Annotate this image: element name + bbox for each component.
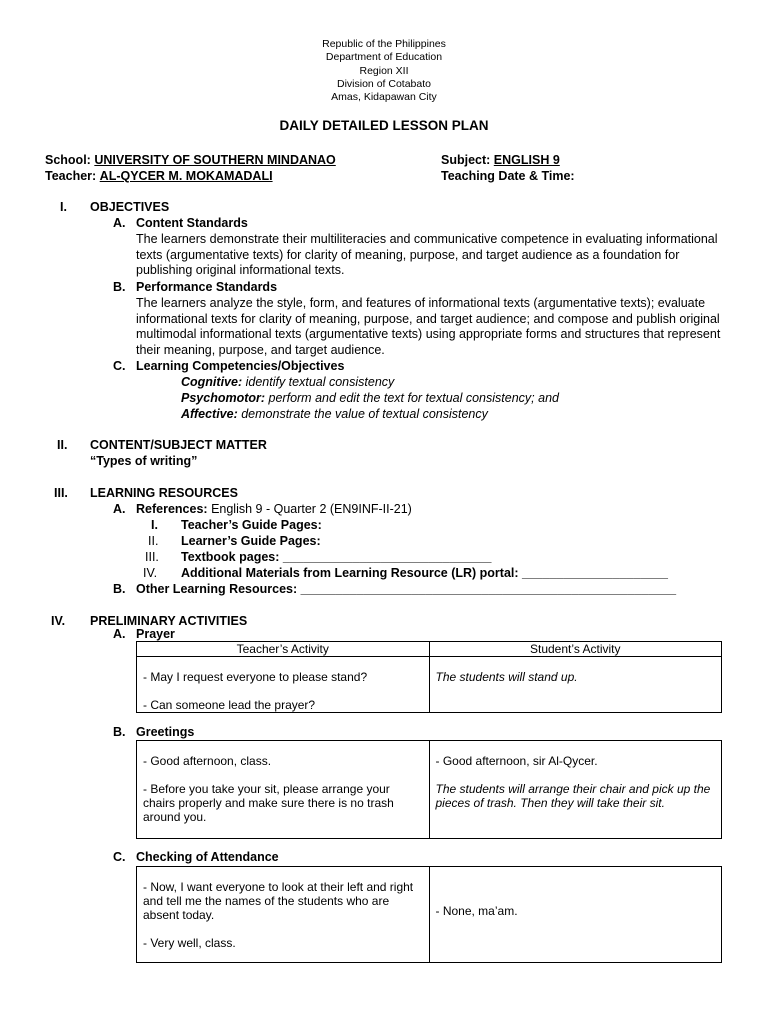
greetings-teacher-cell xyxy=(137,741,430,839)
greetings-table xyxy=(136,740,722,839)
psychomotor-text: perform and edit the text for textual consistency; and xyxy=(268,391,559,405)
teaching-date-label: Teaching Date & Time: xyxy=(441,169,575,183)
other-resources-label: Other Learning Resources: ______________________________________________________ xyxy=(136,582,677,596)
section-num-preliminary: IV. xyxy=(51,614,66,628)
psychomotor-label: Psychomotor: xyxy=(181,391,266,405)
header-line-city: Amas, Kidapawan City xyxy=(331,91,437,103)
attendance-student-line-1: - None, ma’am. xyxy=(435,903,518,918)
content-standards-text: The learners demonstrate their multiliteracies and communicative competence in evaluating informational texts (argumentative texts) for clarity of meaning, purpose, and target audience as a foundation for publishing original informational texts. xyxy=(136,232,718,278)
attendance-student-cell xyxy=(429,867,722,963)
school-row xyxy=(45,153,336,167)
section-num-objectives: I. xyxy=(60,200,67,214)
resource-3-num: III. xyxy=(145,550,159,564)
attendance-table xyxy=(136,866,722,963)
header-line-region: Region XII xyxy=(359,65,409,77)
prayer-letter: A. xyxy=(113,627,126,641)
additional-materials-label: Additional Materials from Learning Resource (LR) portal: _____________________ xyxy=(181,566,668,580)
header-line-department: Department of Education xyxy=(325,51,443,63)
prayer-teacher-cell xyxy=(137,657,430,713)
teacher-value: AL-QYCER M. MOKAMADALI xyxy=(99,169,273,183)
resources-b-letter: B. xyxy=(113,582,126,596)
prayer-heading: Prayer xyxy=(136,627,175,641)
greetings-teacher-line-1: - Good afternoon, class. xyxy=(143,754,272,768)
student-activity-header: Student’s Activity xyxy=(429,642,722,657)
performance-standards-heading: Performance Standards xyxy=(136,280,278,294)
performance-standards-text: The learners analyze the style, form, and features of informational texts (argumentative texts); evaluate informational texts for clarity of meaning, purpose, and target audience; and compose and publish original multimodal informational texts (argumentative texts) using appropriate forms and structures that represent their meaning, purpose, and target audience. xyxy=(136,296,721,358)
greetings-student-line-1: - Good afternoon, sir Al-Qycer. xyxy=(435,754,598,768)
prayer-table xyxy=(136,641,722,713)
greetings-letter: B. xyxy=(113,725,126,739)
prayer-teacher-line-2: - Can someone lead the prayer? xyxy=(143,698,316,712)
subject-label: Subject: xyxy=(441,153,491,167)
school-label: School: xyxy=(45,153,91,167)
prayer-student-cell xyxy=(429,657,722,713)
subject-matter-topic: “Types of writing” xyxy=(90,454,198,468)
prayer-student-line-1: The students will stand up. xyxy=(435,670,578,684)
affective-label: Affective: xyxy=(181,407,238,421)
resource-4-num: IV. xyxy=(143,566,158,580)
school-value: UNIVERSITY OF SOUTHERN MINDANAO xyxy=(94,153,336,167)
section-num-content: II. xyxy=(57,438,68,452)
attendance-letter: C. xyxy=(113,850,126,864)
teacher-row xyxy=(45,169,273,183)
objective-psychomotor xyxy=(181,391,559,405)
subject-row xyxy=(441,153,560,167)
resources-a-letter: A. xyxy=(113,502,126,516)
attendance-teacher-line-2: - Very well, class. xyxy=(143,936,236,950)
section-title-content: CONTENT/SUBJECT MATTER xyxy=(90,438,267,452)
document-title: DAILY DETAILED LESSON PLAN xyxy=(279,118,489,133)
affective-text: demonstrate the value of textual consistency xyxy=(241,407,488,421)
learning-competencies-heading: Learning Competencies/Objectives xyxy=(136,359,345,373)
references-label: References: xyxy=(136,502,208,516)
resource-1-num: I. xyxy=(151,518,158,532)
attendance-teacher-line-1: - Now, I want everyone to look at their left and right and tell me the names of the students who are absent today. xyxy=(143,880,414,922)
objective-cognitive xyxy=(181,375,394,389)
objective-affective xyxy=(181,407,488,421)
content-standards-heading: Content Standards xyxy=(136,216,248,230)
section-title-objectives: OBJECTIVES xyxy=(90,200,170,214)
learners-guide-label: Learner’s Guide Pages: xyxy=(181,534,321,548)
cognitive-label: Cognitive: xyxy=(181,375,243,389)
teacher-label: Teacher: xyxy=(45,169,97,183)
references-row xyxy=(136,502,412,516)
objective-c-letter: C. xyxy=(113,359,126,373)
greetings-student-line-2: The students will arrange their chair and pick up the pieces of trash. Then they will take their sit. xyxy=(435,782,711,810)
teachers-guide-label: Teacher’s Guide Pages: xyxy=(181,518,322,532)
references-text: English 9 - Quarter 2 (EN9INF-II-21) xyxy=(211,502,412,516)
greetings-student-cell xyxy=(429,741,722,839)
section-title-resources: LEARNING RESOURCES xyxy=(90,486,238,500)
cognitive-text: identify textual consistency xyxy=(245,375,395,389)
greetings-teacher-line-2: - Before you take your sit, please arrange your chairs properly and make sure there is no trash around you. xyxy=(143,782,394,824)
attendance-teacher-cell xyxy=(137,867,430,963)
attendance-heading: Checking of Attendance xyxy=(136,850,279,864)
subject-value: ENGLISH 9 xyxy=(493,153,560,167)
greetings-heading: Greetings xyxy=(136,725,195,739)
resource-2-num: II. xyxy=(148,534,159,548)
textbook-pages-label: Textbook pages: ______________________________ xyxy=(181,550,492,564)
objective-b-letter: B. xyxy=(113,280,126,294)
objective-a-letter: A. xyxy=(113,216,126,230)
prayer-teacher-line-1: - May I request everyone to please stand? xyxy=(143,670,368,684)
section-num-resources: III. xyxy=(54,486,68,500)
teacher-activity-header: Teacher’s Activity xyxy=(137,642,430,657)
header-line-republic: Republic of the Philippines xyxy=(322,38,446,50)
header-line-division: Division of Cotabato xyxy=(337,78,431,90)
section-title-preliminary: PRELIMINARY ACTIVITIES xyxy=(90,614,248,628)
